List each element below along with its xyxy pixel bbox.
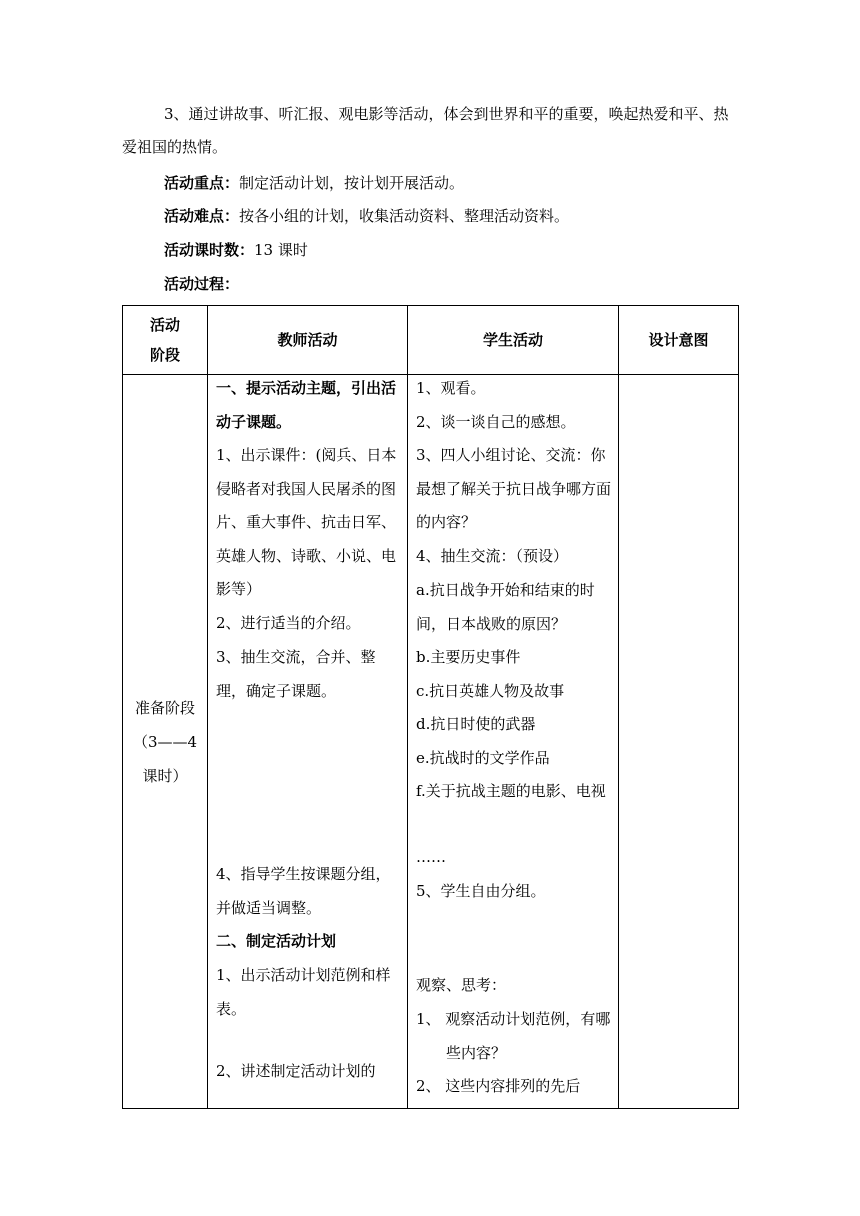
student-block: 5、学生自由分组。 [416,882,546,900]
teacher-block: 二、制定活动计划 [216,932,337,950]
header-stage-line2: 阶段 [149,346,180,364]
focus-text: 制定活动计划，按计划开展活动。 [239,174,465,192]
hours-label: 活动课时数： [164,241,255,259]
teacher-block: 2、讲述制定活动计划的 [216,1062,376,1080]
teacher-block: 3、抽生交流，合并、整理，确定子课题。 [216,648,376,700]
student-block: 1、观看。 [416,379,486,397]
focus-line [164,167,464,200]
table-row [123,375,739,1109]
header-stage-line1: 活动 [149,316,180,334]
focus-label: 活动重点： [164,174,240,192]
student-block: 4、抽生交流：（预设） [416,547,569,565]
header-student: 学生活动 [408,306,619,375]
student-block: d.抗日时使的武器 [416,715,536,733]
header-teacher: 教师活动 [208,306,408,375]
stage-line1: 准备阶段 [134,698,195,717]
student-block: 1、 观察活动计划范例，有哪些内容？ [416,1010,611,1062]
hours-text: 13 课时 [254,241,308,259]
difficulty-line [164,200,569,233]
hours-line [164,234,308,267]
teacher-block: 4、指导学生按课题分组，并做适当调整。 [216,865,391,917]
student-block: …… [416,848,446,866]
student-block: 3、四人小组讨论、交流：你最想了解关于抗日战争哪方面的内容？ [416,446,612,532]
student-block: b.主要历史事件 [416,648,521,666]
teacher-block: 1、出示活动计划范例和样表。 [216,966,391,1018]
teacher-block: 1、出示课件：(阅兵、日本侵略者对我国人民屠杀的图片、重大事件、抗击日军、英雄人物、诗歌、小说、电影等） [216,446,397,599]
header-design: 设计意图 [619,306,739,375]
difficulty-text: 按各小组的计划，收集活动资料、整理活动资料。 [239,207,570,225]
teacher-block: 一、提示活动主题，引出活动子课题。 [216,379,397,431]
stage-line3: 课时） [142,766,188,785]
table-header-row [123,306,739,375]
header-stage [123,306,208,375]
student-block: c.抗日英雄人物及故事 [416,682,565,700]
student-block: a.抗日战争开始和结束的时间，日本战败的原因？ [416,581,595,633]
student-block: 2、谈一谈自己的感想。 [416,413,576,431]
student-block: 2、 这些内容排列的先后 [416,1077,581,1095]
activity-table [122,305,739,1109]
teacher-block: 2、进行适当的介绍。 [216,614,361,632]
student-block: f.关于抗战主题的电影、电视 [416,782,606,800]
difficulty-label: 活动难点： [164,207,240,225]
teacher-cell [208,375,408,1109]
process-label: 活动过程： [164,275,240,293]
goal-paragraph: 3、通过讲故事、听汇报、观电影等活动，体会到世界和平的重要，唤起热爱和平、热爱祖国的热情。 [122,105,729,156]
stage-cell [123,375,208,1109]
student-block: 观察、思考： [416,976,507,994]
student-cell [408,375,619,1109]
design-cell [619,375,739,1109]
stage-line2: （3——4 [132,732,198,751]
student-block: e.抗战时的文学作品 [416,749,550,767]
